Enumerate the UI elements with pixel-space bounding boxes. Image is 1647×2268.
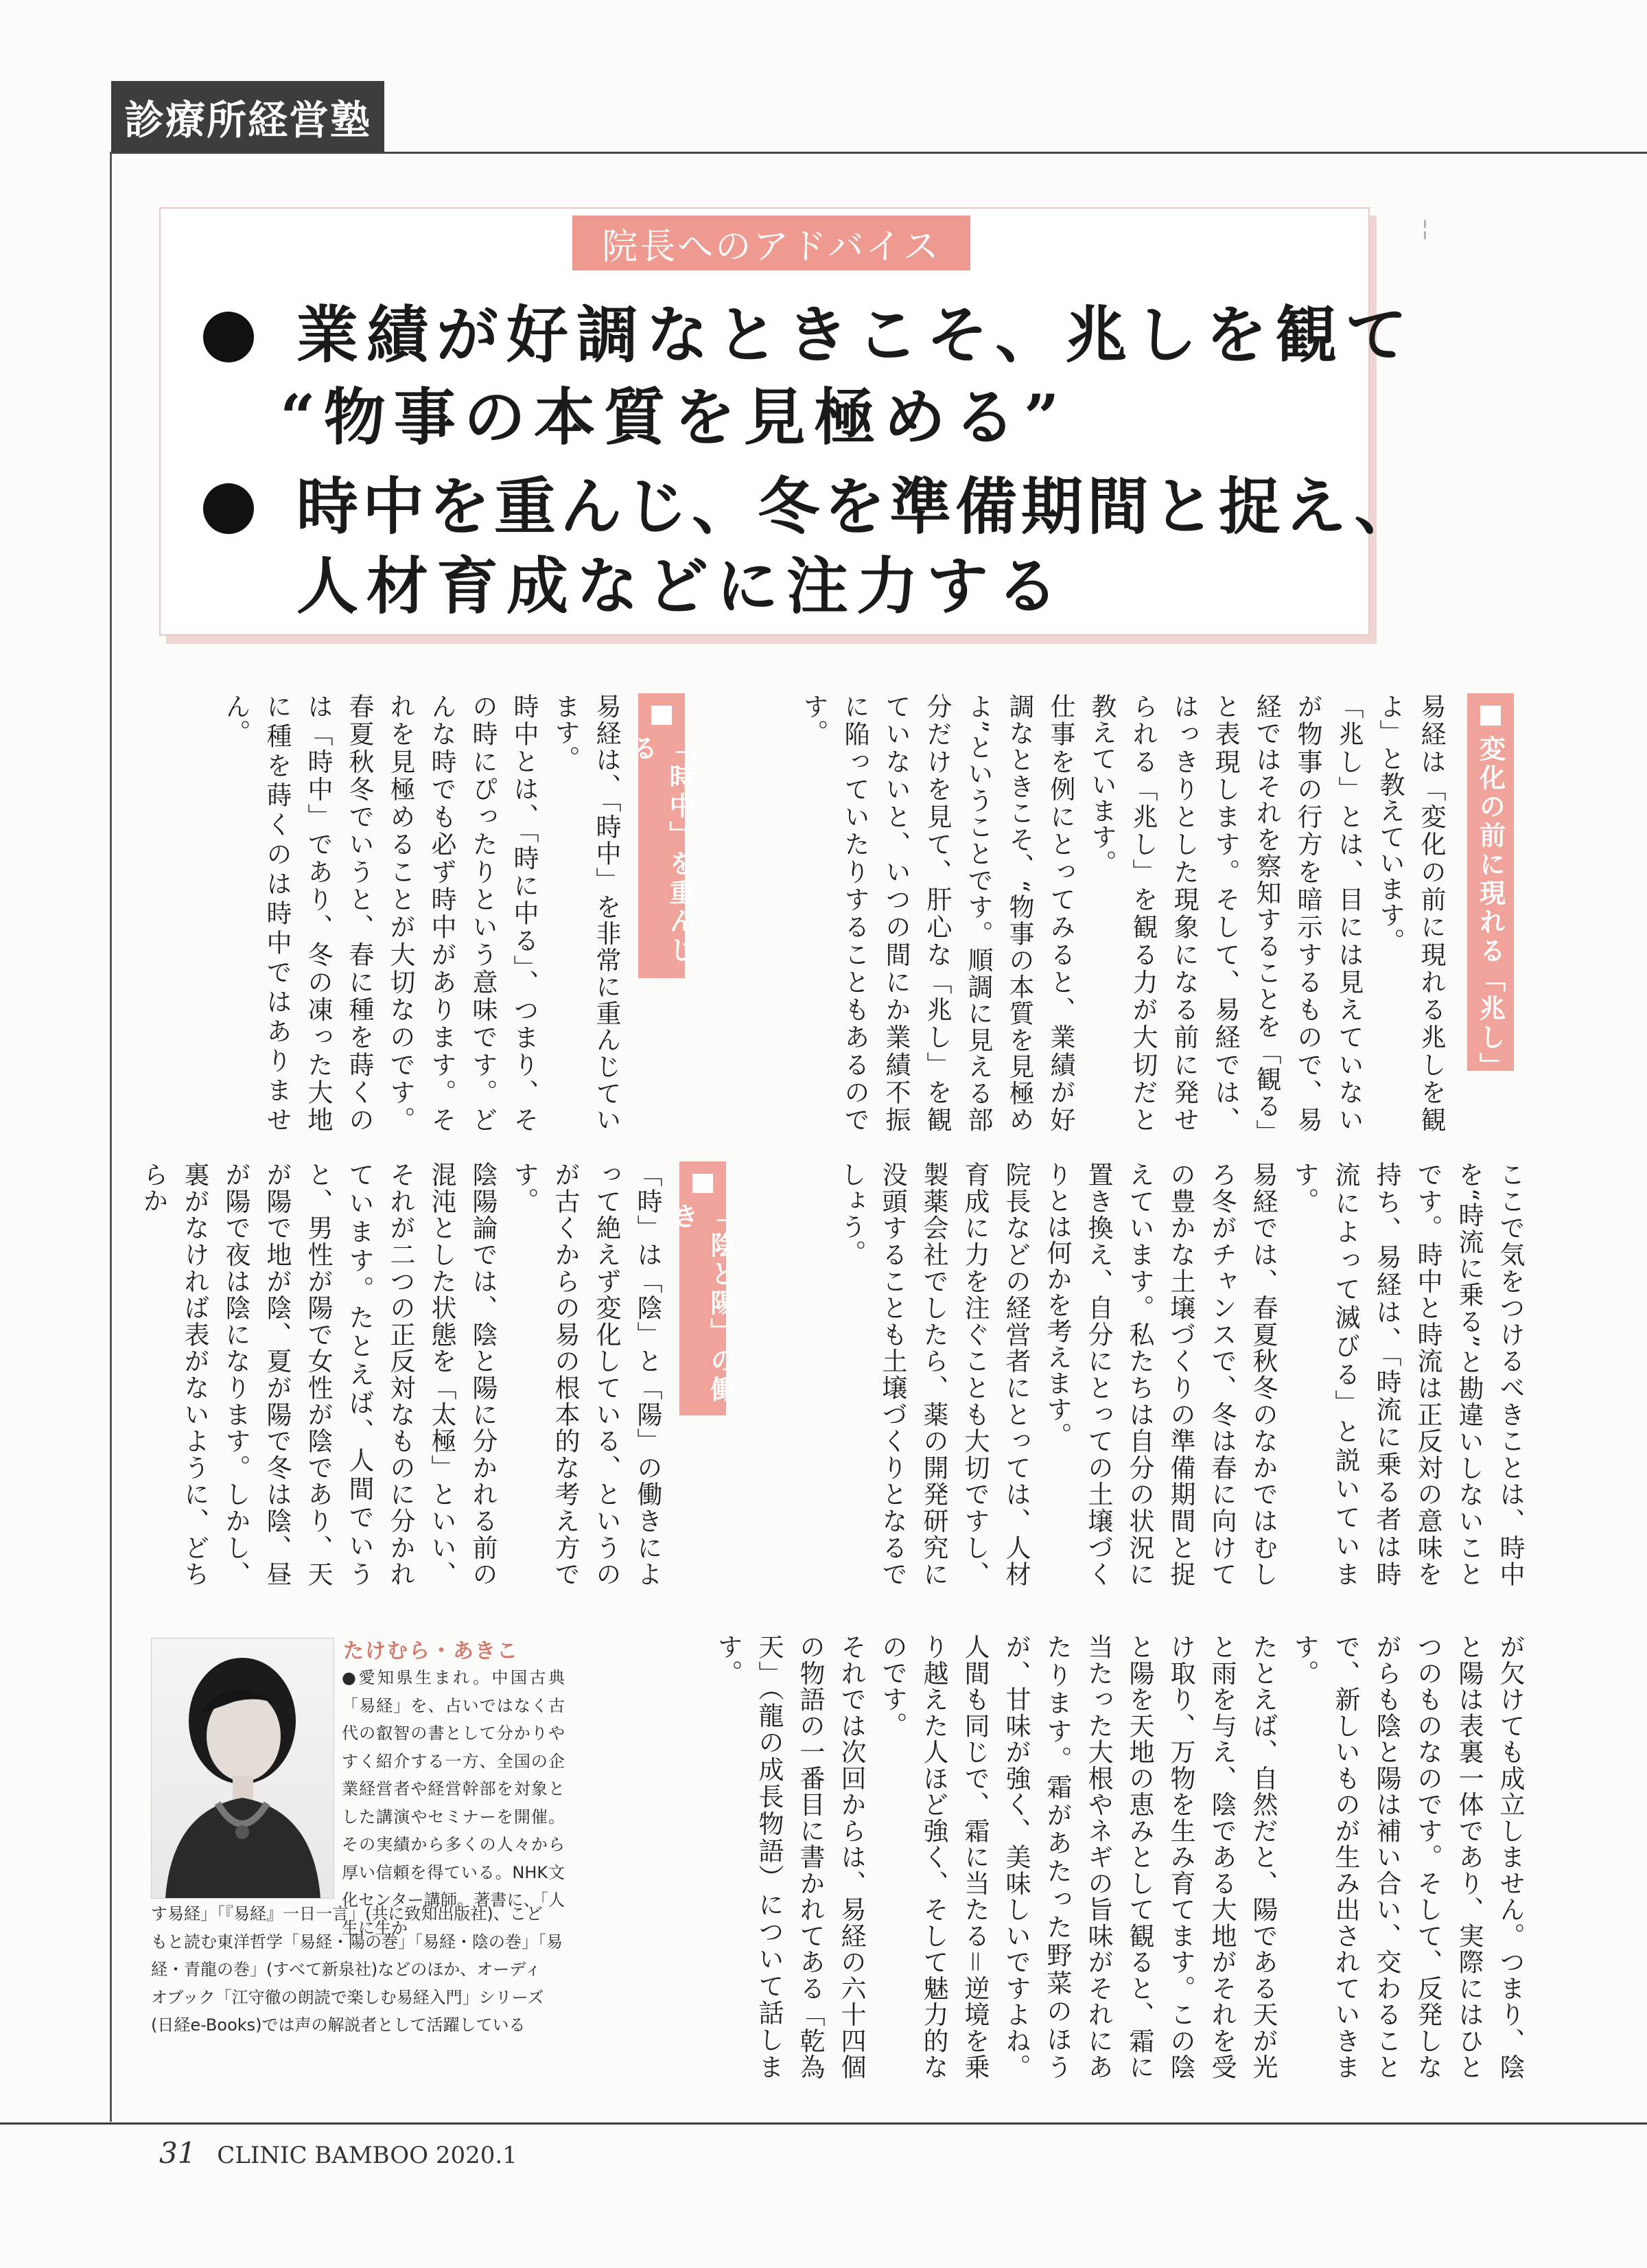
author-bio-line: 経・青龍の巻」(すべて新泉社)などのほか、オーディ <box>151 1960 541 1979</box>
subheading-yin-yang: 「陰と陽」の働き <box>679 1161 726 1415</box>
registration-mark: ╎ <box>1419 218 1431 241</box>
author-bio: ●愛知県生まれ。中国古典「易経」を、占いではなく古代の叡智の書として分かりやすく紹介する一方、全国の企業経営者や経営幹部を対象とした講演やセミナーを開催。その実績から多くの人々から厚い信頼を得ている。NHK文化センター講師。著書に、「人生に生か <box>342 1668 565 1938</box>
subheading-change-signs: 変化の前に現れる「兆し」 <box>1467 693 1514 1071</box>
advice-badge: 院長へのアドバイス <box>572 216 970 270</box>
section-title: 診療所経営塾 <box>111 81 384 152</box>
subheading-jichu: 「時中」を重んじる <box>638 693 685 978</box>
page-number: 31 <box>159 2136 196 2170</box>
author-bio-line: (日経e-Books)では声の解説者として活躍している <box>151 2015 526 2035</box>
square-icon <box>692 1174 713 1193</box>
header-rule <box>111 152 1647 154</box>
headline-point2-line2: 人材育成などに注力する <box>296 550 1066 623</box>
author-bio-line: もと読む東洋哲学「易経・陽の巻」「易経・陰の巻」「易 <box>151 1932 563 1952</box>
author-photo <box>151 1638 334 1899</box>
bullet-icon <box>203 312 254 362</box>
advice-box <box>159 207 1421 636</box>
body-column-bottom-left: 「時」は「陰」と「陽」の働きによって絶えず変化している、というのが古くからの易の根本的な考え方です。 陰陽論では、陰と陽に分かれる前の混沌とした状態を「太極」といい、それが二つの正反対なものに分かれています。たとえば、人間でいうと、男性が陽で女性が陰であり、天が陽で地が陰、夏が陽で冬は陰、昼が陽で夜は陰になります。しかし、裏がなければ表がないように、どちらか <box>139 1161 662 1587</box>
author-bio-line: す易経」「『易経』一日一言」(共に致知出版社)、こど <box>151 1904 543 1923</box>
headline-point1-line2: “物事の本質を見極める” <box>280 381 1068 454</box>
body-column-bottom-right: ここで気をつけるべきことは、時中を“時流に乗る”と勘違いしないことです。時中と時流は正反対の意味を持ち、易経は、「時流に乗る者は時流によって滅びる」と説いています。 易経では、春夏秋冬のなかではむしろ冬がチャンスで、冬は春に向けての豊かな土壌づくりの準備期間と捉えています。私たちは自分の状況に置き換え、自分にとっての土壌づくりとは何かを考えます。 院長などの経営者にとっては、人材育成に力を注ぐことも大切ですし、製薬会社でしたら、薬の開発研究に没頭することも土壌づくりとなるでしょう。 <box>837 1161 1525 1587</box>
headline-point2-line1: 時中を重んじ、冬を準備期間と捉え、 <box>296 470 1421 543</box>
headline-point1-line1: 業績が好調なときこそ、兆しを観て <box>296 299 1416 371</box>
footer <box>159 2136 517 2170</box>
author-bio-continued <box>151 1900 566 2039</box>
square-icon <box>651 706 672 725</box>
body-column-lower-right: が欠けても成立しません。つまり、陰と陽は表裏一体であり、実際にはひとつのものなのです。そして、反発しながらも陰と陽は補い合い、交わることで、新しいものが生み出されていきます。 たとえば、自然だと、陽である天が光と雨を与え、陰である大地がそれを受け取り、万物を生み育てます。この陰と陽を天地の恵みとして観ると、霜に当たった大根やネギの旨味がそれにあたります。霜があたった野菜のほうが、甘味が強く、美味しいですよね。人間も同じで、霜に当たる＝逆境を乗り越えた人ほど強く、そして魅力的なのです。 それでは次回からは、易経の六十四個の物語の一番目に書かれてある「乾為天」（龍の成長物語）について話します。 <box>713 1634 1525 2080</box>
issue-date: 2020.1 <box>435 2142 517 2169</box>
author-bio-line: オブック「江守徹の朗読で楽しむ易経入門」シリーズ <box>151 1987 544 2007</box>
author-portrait-icon <box>152 1639 334 1898</box>
body-column-top-right: 易経は「変化の前に現れる兆しを観よ」と教えています。 「兆し」とは、目には見えていないが物事の行方を暗示するもので、易経ではそれを察知することを「観る」と表現します。そして、易経では、はっきりとした現象になる前に発せられる「兆し」を観る力が大切だと教えています。 仕事を例にとってみると、業績が好調なときこそ、“物事の本質を見極めよ”ということです。順調に見える部分だけを見て、肝心な「兆し」を観ていないと、いつの間にか業績不振に陥っていたりすることもあるのです。 <box>799 693 1446 1133</box>
body-column-top-left: 易経は、「時中」を非常に重んじています。 時中とは、「時に中る」、つまり、その時にぴったりという意味です。どんな時でも必ず時中があります。それを見極めることが大切なのです。春夏秋冬でいうと、春に種を蒔くのは「時中」であり、冬の凍った大地に種を蒔くのは時中ではありません。 <box>221 693 621 1133</box>
footer-rule <box>0 2122 1647 2125</box>
author-name: たけむら・あきこ <box>343 1639 519 1663</box>
magazine-name: CLINIC BAMBOO <box>217 2142 429 2169</box>
square-icon <box>1480 706 1501 726</box>
bullet-icon <box>203 483 254 534</box>
page-frame-rule <box>110 152 112 2122</box>
